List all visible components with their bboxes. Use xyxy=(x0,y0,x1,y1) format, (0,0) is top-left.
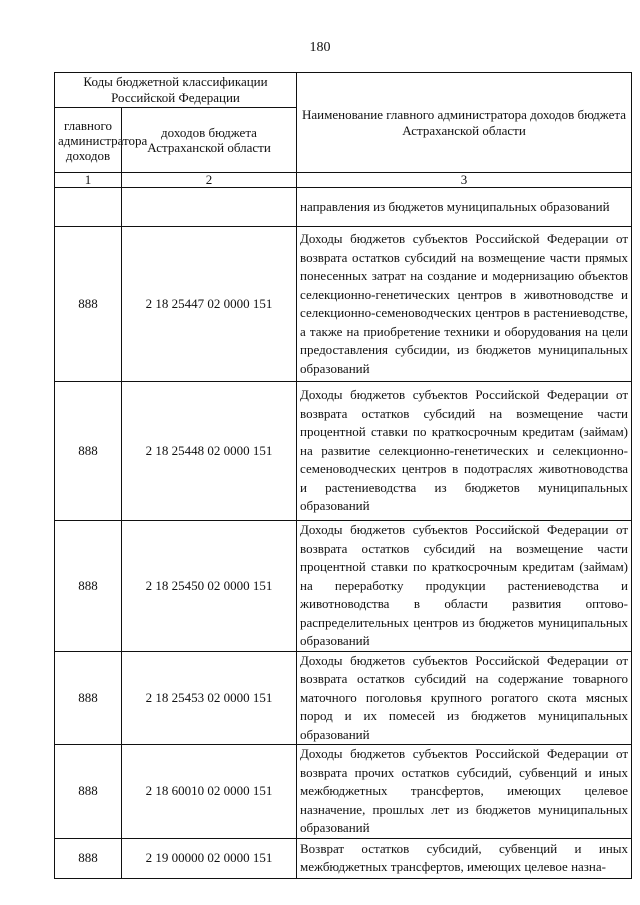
column-number-3: 3 xyxy=(297,173,632,188)
budget-code-cell xyxy=(122,188,297,227)
table-row xyxy=(55,382,632,521)
table-row xyxy=(55,651,632,745)
admin-code-cell: 888 xyxy=(55,521,122,652)
header-main-administrator: главного администратора доходов xyxy=(55,108,122,173)
header-budget-income: доходов бюджета Астраханской области xyxy=(122,108,297,173)
admin-code-cell: 888 xyxy=(55,382,122,521)
budget-code-cell: 2 18 25453 02 0000 151 xyxy=(122,651,297,745)
table-row xyxy=(55,521,632,652)
description-cell: Доходы бюджетов субъектов Российской Федерации от возврата остатков субсидий на возмещение части процентной ставки по краткосрочным кредитам (займам) на переработку продукции растениеводства и животноводства в области развития оптово-распределительных центров из бюджетов муниципальных образований xyxy=(297,521,632,652)
admin-code-cell: 888 xyxy=(55,745,122,839)
header-codes-group: Коды бюджетной классификации Российской Федерации xyxy=(55,73,297,108)
budget-code-cell: 2 19 00000 02 0000 151 xyxy=(122,838,297,878)
description-cell: Доходы бюджетов субъектов Российской Федерации от возврата остатков субсидий на возмещение части процентной ставки по краткосрочным кредитам (займам) на развитие селекционно-генетических и селекционно-семеноводческих центров в подотраслях животноводства и растениеводства из бюджетов муниципальных образований xyxy=(297,382,632,521)
description-cell: Доходы бюджетов субъектов Российской Федерации от возврата остатков субсидий на содержание товарного маточного поголовья крупного рогатого скота мясных пород и их помесей из бюджетов муниципальных образований xyxy=(297,651,632,745)
budget-code-cell: 2 18 60010 02 0000 151 xyxy=(122,745,297,839)
table-row xyxy=(55,745,632,839)
admin-code-cell: 888 xyxy=(55,651,122,745)
table-row xyxy=(55,188,632,227)
admin-code-cell: 888 xyxy=(55,838,122,878)
column-number-2: 2 xyxy=(122,173,297,188)
table-row xyxy=(55,838,632,878)
header-administrator-name: Наименование главного администратора доходов бюджета Астраханской области xyxy=(297,73,632,173)
budget-code-cell: 2 18 25450 02 0000 151 xyxy=(122,521,297,652)
description-cell: направления из бюджетов муниципальных образований xyxy=(297,188,632,227)
budget-code-cell: 2 18 25447 02 0000 151 xyxy=(122,227,297,382)
page-number: 180 xyxy=(309,40,331,55)
budget-code-cell: 2 18 25448 02 0000 151 xyxy=(122,382,297,521)
budget-classification-table xyxy=(54,72,632,879)
admin-code-cell: 888 xyxy=(55,227,122,382)
column-number-1: 1 xyxy=(55,173,122,188)
description-cell: Возврат остатков субсидий, субвенций и иных межбюджетных трансфертов, имеющих целевое назна- xyxy=(297,838,632,878)
description-cell: Доходы бюджетов субъектов Российской Федерации от возврата прочих остатков субсидий, субвенций и иных межбюджетных трансфертов, имеющих целевое назначение, прошлых лет из бюджетов муниципальных образований xyxy=(297,745,632,839)
header-row-group xyxy=(55,73,632,108)
description-cell: Доходы бюджетов субъектов Российской Федерации от возврата остатков субсидий на возмещение части прямых понесенных затрат на создание и модернизацию объектов селекционно-генетических центров в животноводстве и селекционно-семеноводческих центров в растениеводстве, а также на приобретение техники и оборудования на цели предоставления субсидии, из бюджетов муниципальных образований xyxy=(297,227,632,382)
table-row xyxy=(55,227,632,382)
admin-code-cell xyxy=(55,188,122,227)
column-number-row xyxy=(55,173,632,188)
